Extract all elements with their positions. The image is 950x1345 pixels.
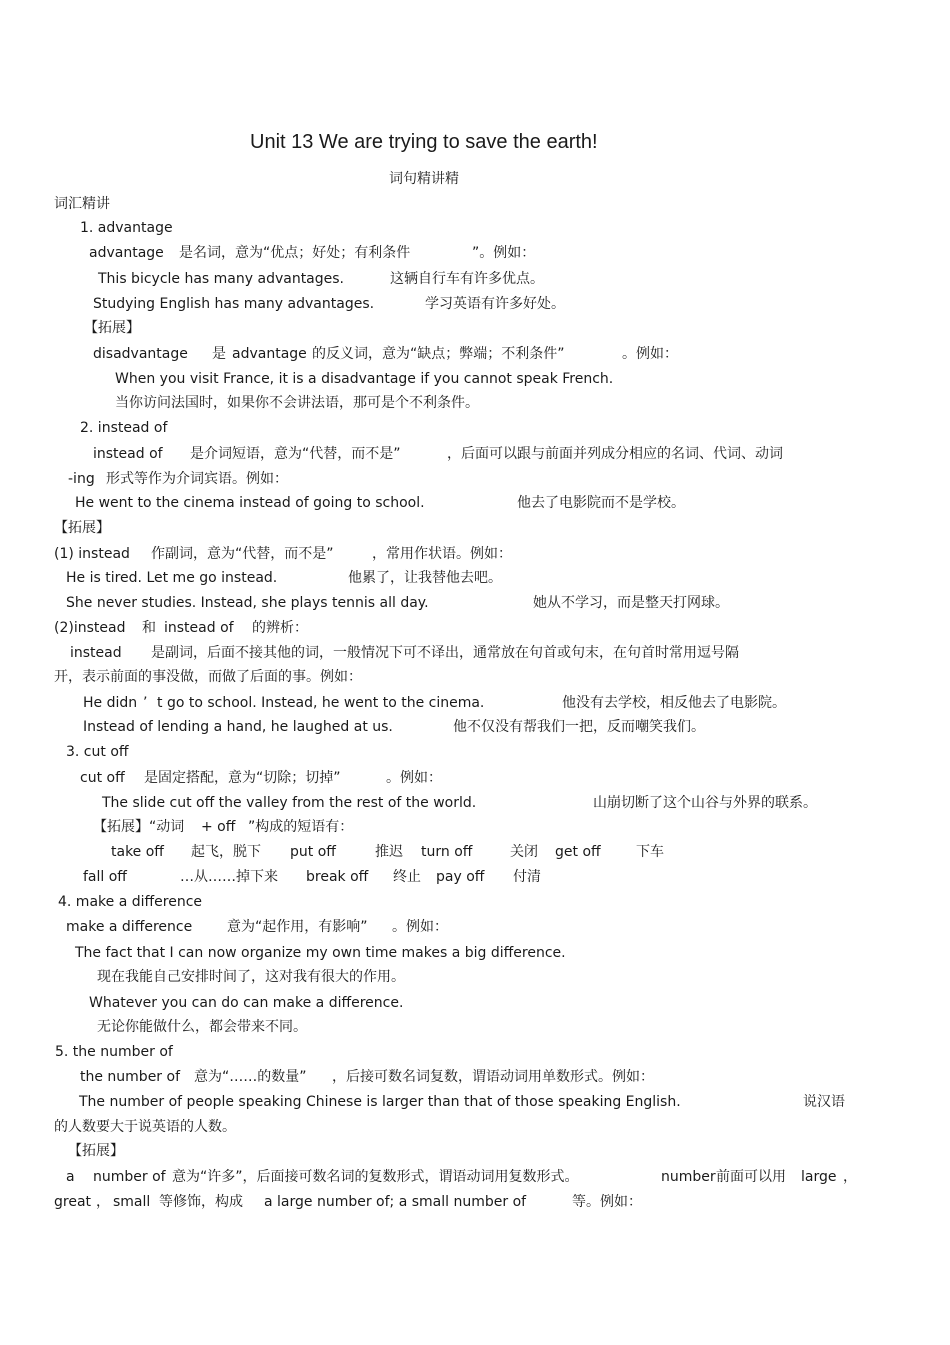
- text-run: 山崩切断了这个山谷与外界的联系。: [593, 795, 817, 811]
- text-run: ，常用作状语。例如：: [372, 546, 512, 562]
- text-run: 意为“许多”，后面接可数名词的复数形式，谓语动词用复数形式。: [172, 1169, 579, 1185]
- text-run: a: [66, 1169, 75, 1185]
- text-run: 等。例如：: [572, 1194, 642, 1210]
- page-subtitle: 词句精讲精: [389, 171, 459, 187]
- text-run: 【拓展】: [84, 320, 140, 336]
- text-run: 【拓展】: [54, 520, 110, 536]
- text-run: 现在我能自己安排时间了，这对我有很大的作用。: [97, 969, 405, 985]
- text-run: 。例如：: [622, 346, 678, 362]
- text-run: small: [113, 1194, 151, 1210]
- text-run: make a difference: [66, 919, 193, 935]
- text-run: instead: [70, 645, 122, 661]
- page-title: Unit 13 We are trying to save the earth!: [250, 131, 598, 153]
- text-run: advantage: [232, 346, 307, 362]
- text-run: The number of people speaking Chinese is larger than that of those speaking English.: [79, 1094, 681, 1110]
- text-run: 是固定搭配，意为“切除；切掉”: [144, 770, 341, 786]
- text-run: ，后面可以跟与前面并列成分相应的名词、代词、动词: [447, 446, 783, 462]
- text-run: 她从不学习，而是整天打网球。: [533, 595, 729, 611]
- text-run: put off: [290, 844, 336, 860]
- text-run: 是副词，后面不接其他的词，一般情况下可不译出，通常放在句首或句末，在句首时常用逗号隔: [151, 645, 739, 661]
- text-run: ”构成的短语有：: [248, 819, 354, 835]
- text-run: the number of: [80, 1069, 181, 1085]
- text-run: He is tired. Let me go instead.: [66, 570, 278, 586]
- text-run: 4. make a difference: [58, 894, 203, 910]
- text-run: 和: [142, 620, 156, 636]
- text-run: He went to the cinema instead of going to school.: [75, 495, 425, 511]
- text-run: number: [661, 1169, 716, 1185]
- text-run: 无论你能做什么，都会带来不同。: [97, 1019, 307, 1035]
- text-run: She never studies. Instead, she plays tennis all day.: [66, 595, 429, 611]
- text-run: 【拓展】: [68, 1143, 124, 1159]
- text-run: fall off: [83, 869, 127, 885]
- text-run: large: [801, 1169, 837, 1185]
- text-run: advantage: [89, 245, 164, 261]
- text-run: ，后接可数名词复数，谓语动词用单数形式。例如：: [332, 1069, 654, 1085]
- text-run: 说汉语: [803, 1094, 845, 1110]
- text-run: 他去了电影院而不是学校。: [517, 495, 685, 511]
- text-run: 等修饰，构成: [159, 1194, 243, 1210]
- text-run: 。例如：: [392, 919, 448, 935]
- text-run: get off: [555, 844, 601, 860]
- text-run: 这辆自行车有许多优点。: [390, 271, 544, 287]
- text-run: a large number of; a small number of: [264, 1194, 527, 1210]
- text-run: 意为“起作用，有影响”: [227, 919, 368, 935]
- text-run: 前面可以用: [716, 1169, 786, 1185]
- text-run: 。例如：: [386, 770, 442, 786]
- section-heading: 词汇精讲: [54, 196, 110, 212]
- text-run: 5. the number of: [55, 1044, 173, 1060]
- text-run: ，: [843, 1169, 857, 1185]
- text-run: 是介词短语，意为“代替，而不是”: [190, 446, 401, 462]
- text-run: 他累了，让我替他去吧。: [348, 570, 502, 586]
- text-run: The fact that I can now organize my own time makes a big difference.: [75, 945, 566, 961]
- text-run: 终止: [393, 869, 421, 885]
- text-run: ，: [96, 1194, 110, 1210]
- text-run: t go to school. Instead, he went to the cinema.: [157, 695, 485, 711]
- text-run: instead of: [93, 446, 163, 462]
- text-run: -ing: [68, 471, 95, 487]
- text-run: 起飞，脱下: [191, 844, 261, 860]
- text-run: 付清: [513, 869, 541, 885]
- text-run: This bicycle has many advantages.: [98, 271, 345, 287]
- text-run: 他不仅没有帮我们一把，反而嘲笑我们。: [453, 719, 705, 735]
- text-run: instead of: [164, 620, 234, 636]
- text-run: + off: [201, 819, 236, 835]
- text-run: break off: [306, 869, 369, 885]
- text-run: (1) instead: [54, 546, 130, 562]
- text-run: turn off: [421, 844, 473, 860]
- text-run: 形式等作为介词宾语。例如：: [106, 471, 288, 487]
- text-run: 的人数要大于说英语的人数。: [54, 1119, 236, 1135]
- text-run: 关闭: [510, 844, 538, 860]
- text-run: 是名词，意为“优点；好处；有利条件: [179, 245, 411, 261]
- text-run: ”。例如：: [472, 245, 536, 261]
- text-run: great: [54, 1194, 92, 1210]
- text-run: ’: [143, 695, 148, 711]
- text-run: He didn: [83, 695, 138, 711]
- text-run: The slide cut off the valley from the rest of the world.: [102, 795, 477, 811]
- text-run: 的反义词，意为“缺点；弊端；不利条件”: [312, 346, 565, 362]
- text-run: cut off: [80, 770, 125, 786]
- text-run: pay off: [436, 869, 485, 885]
- text-run: take off: [111, 844, 164, 860]
- text-run: 的辨析：: [252, 620, 308, 636]
- text-run: 3. cut off: [66, 744, 129, 760]
- text-run: …从……掉下来: [180, 869, 278, 885]
- text-run: When you visit France, it is a disadvantage if you cannot speak French.: [115, 371, 614, 387]
- text-run: Instead of lending a hand, he laughed at us.: [83, 719, 393, 735]
- text-run: 2. instead of: [80, 420, 168, 436]
- text-run: disadvantage: [93, 346, 188, 362]
- text-run: 推迟: [375, 844, 403, 860]
- text-run: 是: [212, 346, 226, 362]
- text-run: (2)instead: [54, 620, 126, 636]
- text-run: 开，表示前面的事没做，而做了后面的事。例如：: [54, 669, 362, 685]
- text-run: Whatever you can do can make a difference.: [89, 995, 404, 1011]
- text-run: 下车: [636, 844, 664, 860]
- text-run: 当你访问法国时，如果你不会讲法语，那可是个不利条件。: [115, 395, 479, 411]
- text-run: 1. advantage: [80, 220, 173, 236]
- text-run: 意为“……的数量”: [194, 1069, 307, 1085]
- text-run: 【拓展】“动词: [93, 819, 185, 835]
- text-run: number of: [93, 1169, 166, 1185]
- text-run: Studying English has many advantages.: [93, 296, 375, 312]
- text-run: 学习英语有许多好处。: [425, 296, 565, 312]
- text-run: 作副词，意为“代替，而不是”: [151, 546, 334, 562]
- text-run: 他没有去学校，相反他去了电影院。: [562, 695, 786, 711]
